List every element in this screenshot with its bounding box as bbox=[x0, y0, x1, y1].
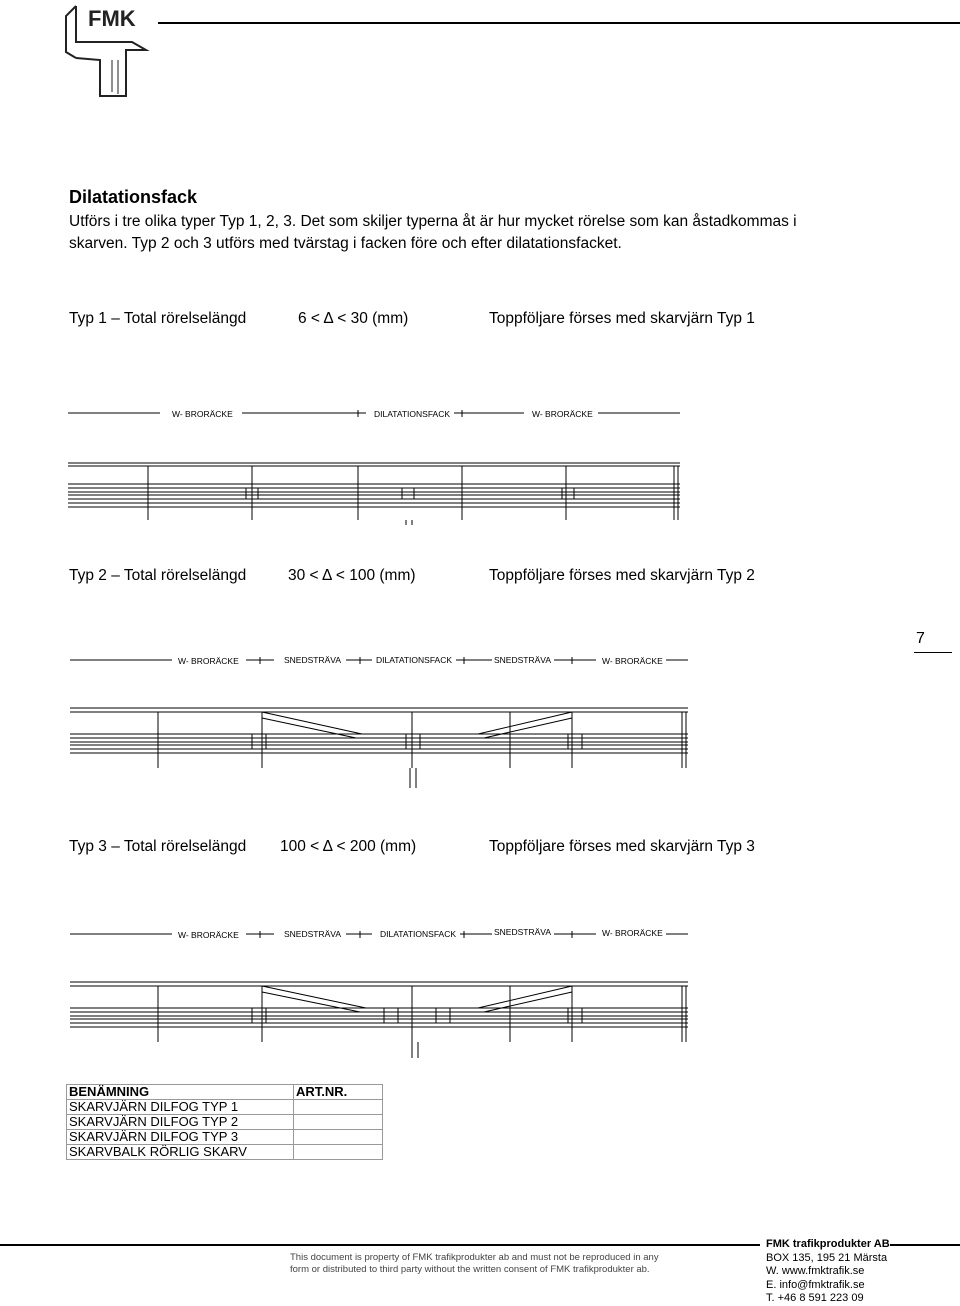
typ1-label-1: DILATATIONSFACK bbox=[374, 409, 451, 419]
article-table bbox=[66, 1084, 383, 1160]
typ3-label-0: W- BRORÄCKE bbox=[178, 930, 239, 940]
typ3-name: Typ 3 – Total rörelselängd bbox=[69, 838, 247, 855]
table-cell-name: SKARVJÄRN DILFOG TYP 3 bbox=[67, 1130, 294, 1145]
table-cell-artnr bbox=[294, 1100, 383, 1115]
disclaimer bbox=[290, 1252, 659, 1276]
page-number-rule bbox=[914, 652, 952, 653]
typ3-range: 100 < Δ < 200 (mm) bbox=[280, 838, 417, 855]
typ2-range: 30 < Δ < 100 (mm) bbox=[288, 567, 416, 584]
typ3-drawing bbox=[66, 920, 696, 1062]
table-cell-artnr bbox=[294, 1145, 383, 1160]
typ1-range: 6 < Δ < 30 (mm) bbox=[298, 310, 409, 327]
typ2-name: Typ 2 – Total rörelselängd bbox=[69, 567, 247, 584]
table-cell-name: SKARVJÄRN DILFOG TYP 2 bbox=[67, 1115, 294, 1130]
section-title: Dilatationsfack bbox=[69, 187, 198, 207]
phone: T. +46 8 591 223 09 bbox=[766, 1292, 864, 1304]
company-name: FMK trafikprodukter AB bbox=[766, 1238, 890, 1250]
table-cell-artnr bbox=[294, 1130, 383, 1145]
typ2-note: Toppföljare förses med skarvjärn Typ 2 bbox=[489, 567, 755, 584]
postal-address: BOX 135, 195 21 Märsta bbox=[766, 1251, 888, 1264]
table-row bbox=[67, 1145, 383, 1160]
page-number: 7 bbox=[916, 630, 925, 647]
typ2-label-2: DILATATIONSFACK bbox=[376, 655, 453, 665]
typ2-drawing bbox=[66, 648, 696, 790]
typ3-label-4: W- BRORÄCKE bbox=[602, 928, 663, 938]
typ1-name: Typ 1 – Total rörelselängd bbox=[69, 310, 247, 327]
fmk-logo bbox=[62, 2, 162, 100]
typ1-drawing bbox=[66, 400, 686, 525]
typ2-label-0: W- BRORÄCKE bbox=[178, 656, 239, 666]
typ2-label-4: W- BRORÄCKE bbox=[602, 656, 663, 666]
svg-text:FMK: FMK bbox=[88, 6, 136, 31]
email: E. info@fmktrafik.se bbox=[766, 1278, 865, 1291]
article-table-header bbox=[67, 1085, 383, 1100]
footer-rule bbox=[0, 1244, 760, 1246]
website: W. www.fmktrafik.se bbox=[766, 1265, 865, 1277]
header-benamning: BENÄMNING bbox=[67, 1085, 294, 1100]
typ3-label-1: SNEDSTRÄVA bbox=[284, 929, 341, 939]
typ3-label-2: DILATATIONSFACK bbox=[380, 929, 457, 939]
footer-rule-right bbox=[890, 1244, 960, 1246]
typ2-label-3: SNEDSTRÄVA bbox=[494, 655, 551, 665]
typ1-label-0: W- BRORÄCKE bbox=[172, 409, 233, 419]
table-cell-artnr bbox=[294, 1115, 383, 1130]
table-row bbox=[67, 1100, 383, 1115]
disclaimer-line-1: This document is property of FMK trafikprodukter ab and must not be reproduced in any bbox=[290, 1252, 659, 1263]
typ1-label-2: W- BRORÄCKE bbox=[532, 409, 593, 419]
company-address bbox=[766, 1238, 890, 1306]
typ1-note: Toppföljare förses med skarvjärn Typ 1 bbox=[489, 310, 755, 327]
typ2-label-1: SNEDSTRÄVA bbox=[284, 655, 341, 665]
table-cell-name: SKARVBALK RÖRLIG SKARV bbox=[67, 1145, 294, 1160]
header-rule bbox=[158, 22, 960, 24]
typ3-label-3: SNEDSTRÄVA bbox=[494, 927, 551, 937]
table-cell-name: SKARVJÄRN DILFOG TYP 1 bbox=[67, 1100, 294, 1115]
table-row bbox=[67, 1130, 383, 1145]
header-artnr: ART.NR. bbox=[294, 1085, 383, 1100]
typ3-note: Toppföljare förses med skarvjärn Typ 3 bbox=[489, 838, 755, 855]
table-row bbox=[67, 1115, 383, 1130]
disclaimer-line-2: form or distributed to third party without the written consent of FMK trafikprodukter ab. bbox=[290, 1264, 650, 1275]
section-intro: Utförs i tre olika typer Typ 1, 2, 3. Det som skiljer typerna åt är hur mycket rörelse som kan åstadkommas i skarven. Typ 2 och 3 utförs med tvärstag i facken före och efter dilatationsfacket. bbox=[69, 213, 797, 252]
